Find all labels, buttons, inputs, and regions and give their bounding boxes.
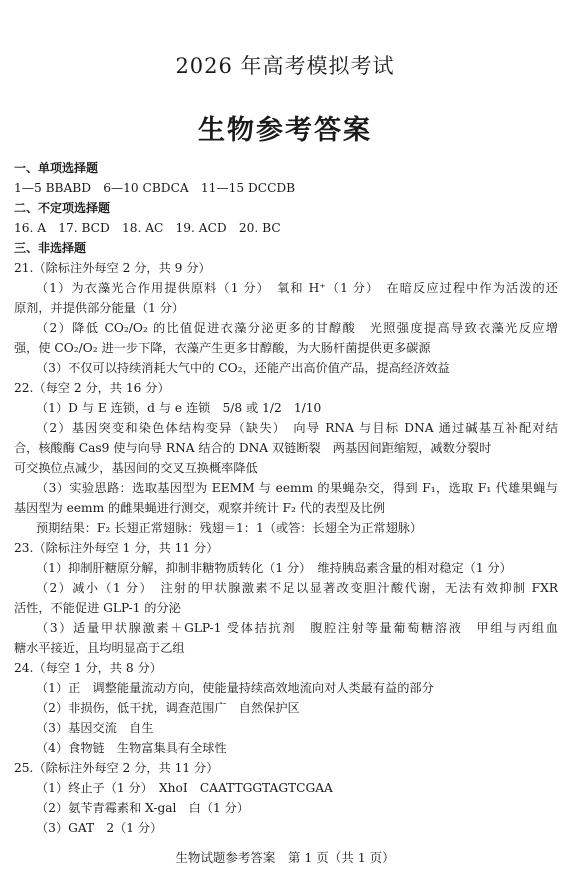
answer-line: 合，核酸酶 Cas9 使与向导 RNA 结合的 DNA 双链断裂 两基因间距缩短，减数分裂时 bbox=[14, 441, 492, 455]
document-title: 生物参考答案 bbox=[198, 115, 372, 146]
question-heading: 24.（每空 1 分，共 8 分） bbox=[14, 661, 162, 675]
answer-line: （2）基因突变和染色体结构变异（缺失） 向导 RNA 与目标 DNA 通过碱基互补配对结 bbox=[36, 421, 558, 435]
question-heading: 22.（每空 2 分，共 16 分） bbox=[14, 381, 170, 395]
answer-line: 1—5 BBABD 6—10 CBDCA 11—15 DCCDB bbox=[14, 181, 296, 195]
answer-line: 基因型为 eemm 的雌果蝇进行测交，观察并统计 F₂ 代的表型及比例 bbox=[14, 501, 386, 515]
answer-line: （1）D 与 E 连锁，d 与 e 连锁 5/8 或 1/2 1/10 bbox=[36, 401, 322, 415]
answer-line: 16. A 17. BCD 18. AC 19. ACD 20. BC bbox=[14, 221, 281, 235]
answer-line: （2）非损伤，低干扰，调查范围广 自然保护区 bbox=[36, 701, 300, 715]
exam-title: 2026 年高考模拟考试 bbox=[175, 54, 395, 78]
answer-line: （2）氨苄青霉素和 X-gal 白（1 分） bbox=[36, 801, 250, 815]
answer-line: （3）不仅可以持续消耗大气中的 CO₂，还能产出高价值产品，提高经济效益 bbox=[36, 361, 450, 375]
page-footer: 生物试题参考答案 第 1 页（共 1 页） bbox=[175, 850, 395, 865]
answer-line: （1）终止子（1 分） XhoI CAATTGGTAGTCGAA bbox=[36, 781, 333, 795]
answer-line: 预期结果：F₂ 长翅正常翅脉：残翅＝1：1（或答：长翅全为正常翅脉） bbox=[36, 521, 423, 535]
section-heading: 三、非选择题 bbox=[14, 241, 87, 255]
answer-line: （1）为衣藻光合作用提供原料（1 分） 氧和 H⁺（1 分） 在暗反应过程中作为活泼的还 bbox=[36, 281, 558, 295]
answer-line: （3）基因交流 自生 bbox=[36, 721, 154, 735]
answer-line: （4）食物链 生物富集具有全球性 bbox=[36, 741, 227, 755]
answer-line: 原剂，并提供部分能量（1 分） bbox=[14, 301, 185, 315]
answer-line: （1）正 调整能量流动方向，使能量持续高效地流向对人类最有益的部分 bbox=[36, 681, 434, 695]
answer-line: 可交换位点减少，基因间的交叉互换概率降低 bbox=[14, 461, 258, 475]
answer-line: 糖水平接近，且均明显高于乙组 bbox=[14, 641, 185, 655]
section-heading: 一、单项选择题 bbox=[14, 161, 99, 175]
question-heading: 23.（除标注外每空 1 分，共 11 分） bbox=[14, 541, 219, 555]
answer-line: （1）抑制肝糖原分解，抑制非糖物质转化（1 分） 维持胰岛素含量的相对稳定（1 分） bbox=[36, 561, 512, 575]
answer-line: 强，使 CO₂/O₂ 进一步下降，衣藻产生更多甘醇酸，为大肠杆菌提供更多碳源 bbox=[14, 341, 431, 355]
answer-line: （3）实验思路：选取基因型为 EEMM 与 eemm 的果蝇杂交，得到 F₁，选取 F₁ 代雄果蝇与 bbox=[36, 481, 558, 495]
answer-line: （2）降低 CO₂/O₂ 的比值促进衣藻分泌更多的甘醇酸 光照强度提高导致衣藻光反应增 bbox=[36, 321, 558, 335]
answer-line: （2）减小（1 分） 注射的甲状腺激素不足以显著改变胆汁酸代谢，无法有效抑制 FXR bbox=[36, 581, 558, 595]
answer-line: （3）适量甲状腺激素＋GLP-1 受体拮抗剂 腹腔注射等量葡萄糖溶液 甲组与丙组血 bbox=[36, 621, 558, 635]
section-heading: 二、不定项选择题 bbox=[14, 201, 111, 215]
answer-line: 活性，不能促进 GLP-1 的分泌 bbox=[14, 601, 181, 615]
answer-line: （3）GAT 2（1 分） bbox=[36, 821, 163, 835]
question-heading: 25.（除标注外每空 2 分，共 11 分） bbox=[14, 761, 219, 775]
question-heading: 21.（除标注外每空 2 分，共 9 分） bbox=[14, 261, 211, 275]
answer-body bbox=[14, 158, 558, 838]
